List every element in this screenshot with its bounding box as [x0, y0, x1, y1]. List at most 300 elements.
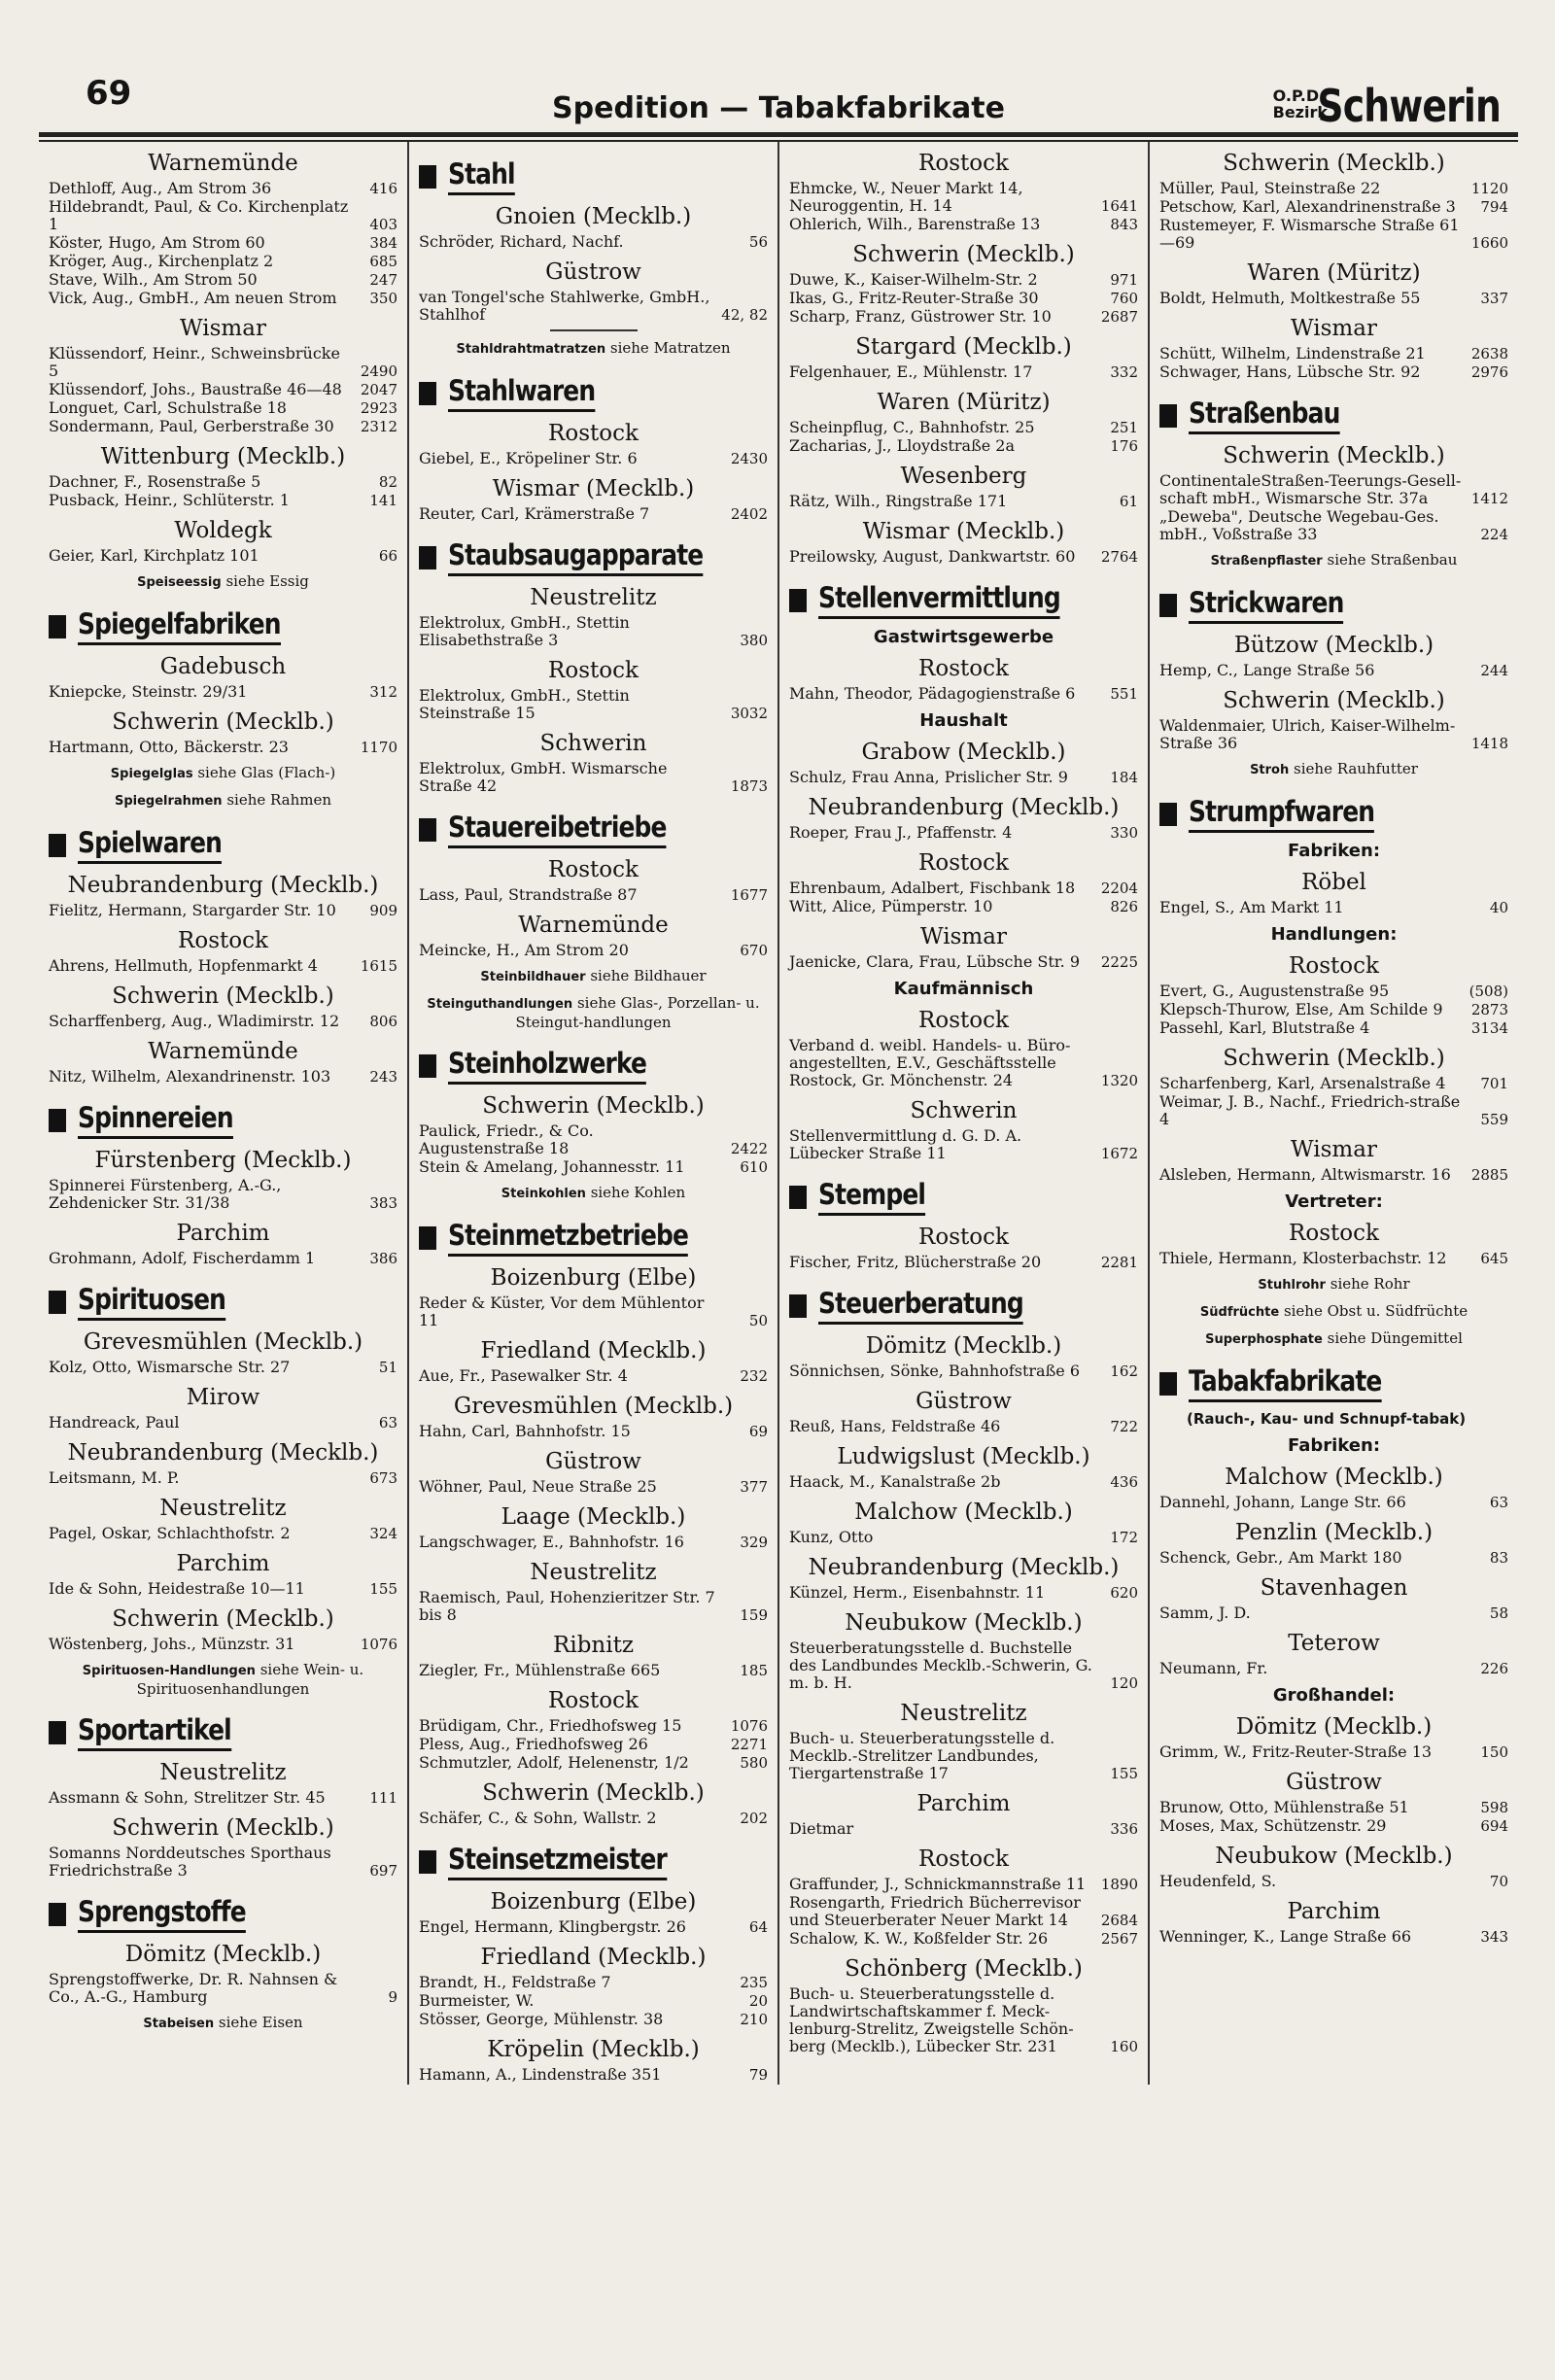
- category-label: Stempel: [818, 1178, 925, 1216]
- directory-entry: [789, 1473, 1138, 1491]
- directory-entry: [1159, 1075, 1508, 1092]
- entry-name: Geier, Karl, Kirchplatz 101: [49, 546, 259, 565]
- phone-number: 1320: [1100, 1072, 1138, 1089]
- directory-entry: [419, 1367, 768, 1385]
- place-heading: Warnemünde: [148, 1039, 298, 1064]
- directory-entry: [419, 614, 768, 649]
- phone-number: 66: [378, 547, 397, 565]
- directory-entry: [789, 548, 1138, 566]
- entry-name: Evert, G., Augustenstraße 95: [1159, 982, 1390, 1000]
- phone-number: 3032: [730, 705, 768, 722]
- cross-reference-target: siehe Matratzen: [609, 339, 731, 357]
- entry-name: Reuß, Hans, Feldstraße 46: [789, 1417, 1001, 1435]
- place-heading: Güstrow: [1286, 1770, 1382, 1795]
- directory-entry: [789, 1418, 1138, 1435]
- entry-name: Samm, J. D.: [1159, 1604, 1251, 1622]
- place-heading: Neubrandenburg (Mecklb.): [67, 1440, 379, 1466]
- place-heading: Neubrandenburg (Mecklb.): [67, 873, 379, 898]
- directory-entry: [789, 437, 1138, 455]
- entry-name: Scharfenberg, Karl, Arsenalstraße 4: [1159, 1074, 1446, 1092]
- category-label: Spiegelfabriken: [78, 607, 281, 645]
- entry-name: Ikas, G., Fritz-Reuter-Straße 30: [789, 289, 1039, 307]
- place-heading: Rostock: [178, 928, 268, 953]
- directory-entry: [49, 1636, 397, 1653]
- phone-number: 377: [740, 1478, 768, 1496]
- place-heading: Boizenburg (Elbe): [490, 1889, 697, 1914]
- cross-reference-target: siehe Düngemittel: [1327, 1329, 1463, 1347]
- phone-number: 155: [1110, 1765, 1138, 1782]
- phone-number: 160: [1110, 2038, 1138, 2055]
- directory-entry: [1159, 1799, 1508, 1816]
- category-heading: [419, 811, 768, 848]
- entry-name: Roeper, Frau J., Pfaffenstr. 4: [789, 823, 1013, 842]
- entry-name: Ehmcke, W., Neuer Markt 14, Neuroggentin, H. 14: [789, 179, 1023, 215]
- phone-number: 2422: [730, 1140, 768, 1157]
- phone-number: 416: [369, 180, 397, 197]
- cross-reference: [1159, 1329, 1508, 1349]
- phone-number: 141: [369, 492, 397, 509]
- entry-name: Pless, Aug., Friedhofsweg 26: [419, 1735, 648, 1753]
- category-bullet-icon: [1159, 803, 1177, 826]
- cross-reference: [1159, 1302, 1508, 1322]
- directory-entry: [1159, 1001, 1508, 1018]
- directory-entry: [789, 769, 1138, 786]
- entry-name: ContinentaleStraßen-Teerungs-Gesell-schaft mbH., Wismarsche Str. 37a: [1159, 471, 1462, 507]
- category-label: Steinholzwerke: [448, 1047, 646, 1085]
- directory-entry: [789, 1894, 1138, 1929]
- entry-name: Ahrens, Hellmuth, Hopfenmarkt 4: [49, 956, 318, 975]
- phone-number: 2490: [360, 362, 397, 380]
- entry-name: Scharffenberg, Aug., Wladimirstr. 12: [49, 1012, 340, 1030]
- directory-entry: [49, 492, 397, 509]
- directory-entry: [789, 880, 1138, 897]
- entry-name: Leitsmann, M. P.: [49, 1468, 180, 1487]
- district-label-line1: O.P.D.: [1272, 86, 1326, 105]
- page-number: 69: [86, 74, 132, 113]
- entry-name: Duwe, K., Kaiser-Wilhelm-Str. 2: [789, 270, 1038, 289]
- entry-name: Kröger, Aug., Kirchenplatz 2: [49, 252, 274, 270]
- place-heading: Neustrelitz: [159, 1496, 287, 1521]
- place-heading: Wismar: [920, 924, 1007, 949]
- directory-entry: [1159, 198, 1508, 216]
- place-heading: Ludwigslust (Mecklb.): [837, 1444, 1090, 1469]
- entry-name: Brüdigam, Chr., Friedhofsweg 15: [419, 1716, 682, 1735]
- place-heading: Rostock: [918, 1224, 1009, 1250]
- directory-entry: [1159, 1928, 1508, 1946]
- cross-reference-term: Stahldrahtmatratzen: [456, 342, 606, 357]
- directory-entry: [1159, 1093, 1508, 1128]
- directory-entry: [49, 1469, 397, 1487]
- directory-entry: [1159, 1166, 1508, 1184]
- place-heading: Rostock: [918, 151, 1009, 176]
- place-heading: Friedland (Mecklb.): [480, 1945, 707, 1970]
- place-heading: Boizenburg (Elbe): [490, 1265, 697, 1291]
- column-2: [407, 142, 778, 2085]
- category-heading: [419, 374, 768, 412]
- phone-number: 559: [1480, 1111, 1508, 1128]
- place-heading: Röbel: [1301, 870, 1366, 895]
- entry-name: Mahn, Theodor, Pädagogienstraße 6: [789, 684, 1076, 703]
- directory-entry: [49, 271, 397, 289]
- phone-number: 380: [740, 632, 768, 649]
- directory-entry: [49, 1789, 397, 1807]
- place-heading: Rostock: [918, 656, 1009, 681]
- directory-entry: [49, 1414, 397, 1431]
- place-heading: Malchow (Mecklb.): [1225, 1465, 1443, 1490]
- entry-name: Longuet, Carl, Schulstraße 18: [49, 398, 287, 417]
- directory-entry: [789, 216, 1138, 233]
- entry-name: Brunow, Otto, Mühlenstraße 51: [1159, 1798, 1409, 1816]
- phone-number: 244: [1480, 662, 1508, 679]
- phone-number: 1890: [1100, 1876, 1138, 1893]
- phone-number: 2430: [730, 450, 768, 467]
- entry-name: Schalow, K. W., Koßfelder Str. 26: [789, 1929, 1049, 1948]
- phone-number: 40: [1489, 899, 1508, 916]
- cross-reference-term: Speiseessig: [137, 575, 222, 590]
- place-heading: Teterow: [1288, 1631, 1380, 1656]
- phone-number: 176: [1110, 437, 1138, 455]
- phone-number: 69: [748, 1423, 768, 1440]
- cross-reference-term: Spiegelglas: [110, 767, 193, 781]
- cross-reference-target: siehe Glas (Flach-): [197, 764, 336, 781]
- phone-number: 551: [1110, 685, 1138, 703]
- directory-entry: [419, 1158, 768, 1176]
- directory-entry: [49, 399, 397, 417]
- directory-entry: [789, 419, 1138, 436]
- entry-name: Neumann, Fr.: [1159, 1659, 1268, 1677]
- phone-number: 58: [1489, 1604, 1508, 1622]
- directory-entry: [1159, 180, 1508, 197]
- phone-number: 63: [1489, 1494, 1508, 1511]
- place-heading: Mirow: [186, 1385, 260, 1410]
- directory-entry: [419, 1662, 768, 1679]
- directory-entry: [49, 1177, 397, 1212]
- category-heading: [49, 1713, 397, 1751]
- phone-number: 63: [378, 1414, 397, 1431]
- entry-name: Hartmann, Otto, Bäckerstr. 23: [49, 738, 289, 756]
- cross-reference-term: Stabeisen: [143, 2017, 215, 2031]
- place-heading: Parchim: [176, 1551, 270, 1576]
- directory-entry: [49, 1068, 397, 1086]
- cross-reference-target: siehe Bildhauer: [590, 967, 707, 984]
- phone-number: 2225: [1100, 953, 1138, 971]
- directory-entry: [49, 1971, 397, 2006]
- directory-entry: [1159, 662, 1508, 679]
- entry-name: Engel, S., Am Markt 11: [1159, 898, 1344, 916]
- category-label: Spielwaren: [78, 826, 222, 864]
- phone-number: 120: [1110, 1674, 1138, 1692]
- place-heading: Schwerin (Mecklb.): [112, 1815, 334, 1841]
- category-bullet-icon: [1159, 594, 1177, 617]
- category-heading: [419, 1047, 768, 1085]
- entry-name: Ehrenbaum, Adalbert, Fischbank 18: [789, 879, 1076, 897]
- phone-number: 343: [1480, 1928, 1508, 1946]
- subcategory-heading: Kaufmännisch: [893, 979, 1034, 999]
- entry-name: Dachner, F., Rosenstraße 5: [49, 472, 261, 491]
- directory-entry: [789, 1985, 1138, 2055]
- directory-entry: [789, 1529, 1138, 1546]
- directory-entry: [49, 198, 397, 233]
- directory-entry: [789, 1730, 1138, 1782]
- phone-number: 2764: [1100, 548, 1138, 566]
- entry-name: Dietmar: [789, 1819, 854, 1838]
- category-label: Straßenbau: [1189, 397, 1339, 434]
- phone-number: 1615: [360, 957, 397, 975]
- directory-entry: [789, 1584, 1138, 1602]
- place-heading: Rostock: [548, 658, 639, 683]
- phone-number: 329: [740, 1534, 768, 1551]
- entry-name: Hamann, A., Lindenstraße 351: [419, 2065, 662, 2084]
- phone-number: 1677: [730, 886, 768, 904]
- directory-entry: [789, 953, 1138, 971]
- entry-name: Felgenhauer, E., Mühlenstr. 17: [789, 362, 1033, 381]
- phone-number: 42, 82: [721, 306, 768, 324]
- directory-entry: [49, 345, 397, 380]
- cross-reference-target: siehe Essig: [225, 572, 309, 590]
- entry-name: Wöstenberg, Johs., Münzstr. 31: [49, 1635, 295, 1653]
- place-heading: Rostock: [918, 1008, 1009, 1033]
- phone-number: 61: [1119, 493, 1138, 510]
- cross-reference-term: Stroh: [1250, 763, 1290, 777]
- cross-reference-term: Steinguthandlungen: [427, 997, 573, 1012]
- phone-number: 598: [1480, 1799, 1508, 1816]
- category-heading: [789, 581, 1138, 619]
- phone-number: 82: [378, 473, 397, 491]
- phone-number: 1076: [360, 1636, 397, 1653]
- subcategory-heading: Vertreter:: [1285, 1191, 1383, 1212]
- category-heading: [1159, 397, 1508, 434]
- entry-name: Petschow, Karl, Alexandrinenstraße 3: [1159, 197, 1456, 216]
- column-1: [39, 142, 407, 2085]
- entry-name: Zacharias, J., Lloydstraße 2a: [789, 436, 1016, 455]
- place-heading: Neustrelitz: [530, 585, 657, 610]
- directory-entry: [49, 902, 397, 919]
- entry-name: Schütt, Wilhelm, Lindenstraße 21: [1159, 344, 1426, 362]
- phone-number: 2923: [360, 399, 397, 417]
- entry-name: Schwager, Hans, Lübsche Str. 92: [1159, 362, 1421, 381]
- entry-name: Sönnichsen, Sönke, Bahnhofstraße 6: [789, 1362, 1080, 1380]
- place-heading: Schwerin (Mecklb.): [852, 242, 1075, 267]
- entry-name: Künzel, Herm., Eisenbahnstr. 11: [789, 1583, 1046, 1602]
- place-heading: Neubukow (Mecklb.): [1215, 1844, 1453, 1869]
- phone-number: 226: [1480, 1660, 1508, 1677]
- directory-entry: [1159, 983, 1508, 1000]
- place-heading: Dömitz (Mecklb.): [1235, 1714, 1433, 1740]
- place-heading: Warnemünde: [518, 913, 669, 938]
- entry-name: Rosengarth, Friedrich Bücherrevisor und Steuerberater Neuer Markt 14: [789, 1893, 1081, 1929]
- column-3: [778, 142, 1148, 2085]
- entry-name: Grimm, W., Fritz-Reuter-Straße 13: [1159, 1742, 1433, 1761]
- phone-number: 332: [1110, 363, 1138, 381]
- directory-entry: [789, 493, 1138, 510]
- phone-number: 235: [740, 1974, 768, 1991]
- directory-entry: [1159, 345, 1508, 362]
- directory-entry: [1159, 1743, 1508, 1761]
- entry-name: Elektrolux, GmbH., Stettin Steinstraße 15: [419, 686, 630, 722]
- place-heading: Neubrandenburg (Mecklb.): [808, 795, 1120, 820]
- cross-reference: [419, 1184, 768, 1203]
- phone-number: 843: [1110, 216, 1138, 233]
- directory-entry: [49, 739, 397, 756]
- place-heading: Güstrow: [545, 1449, 641, 1474]
- directory-entry: [789, 1639, 1138, 1692]
- cross-reference: [49, 1661, 397, 1698]
- category-label: Stellenvermittlung: [818, 581, 1060, 619]
- phone-number: 172: [1110, 1529, 1138, 1546]
- place-heading: Dömitz (Mecklb.): [124, 1942, 322, 1967]
- entry-name: „Deweba", Deutsche Wegebau-Ges. mbH., Voßstraße 33: [1159, 507, 1439, 543]
- subcategory-heading: Fabriken:: [1287, 1435, 1381, 1456]
- directory-entry: [789, 271, 1138, 289]
- category-label: Strickwaren: [1189, 586, 1343, 624]
- phone-number: 20: [748, 1992, 768, 2010]
- directory-entry: [419, 233, 768, 251]
- phone-number: 1120: [1470, 180, 1508, 197]
- directory-entry: [1159, 472, 1508, 507]
- phone-number: 324: [369, 1525, 397, 1542]
- directory-entry: [789, 685, 1138, 703]
- directory-entry: [1159, 508, 1508, 543]
- place-heading: Schwerin (Mecklb.): [482, 1093, 705, 1119]
- entry-name: Schmutzler, Adolf, Helenenstr, 1/2: [419, 1753, 689, 1772]
- entry-name: Wöhner, Paul, Neue Straße 25: [419, 1477, 657, 1496]
- category-bullet-icon: [49, 615, 66, 638]
- place-heading: Parchim: [176, 1221, 270, 1246]
- category-heading: [789, 1287, 1138, 1325]
- entry-name: Schäfer, C., & Sohn, Wallstr. 2: [419, 1809, 657, 1827]
- directory-entry: [49, 381, 397, 398]
- cross-reference-term: Spirituosen-Handlungen: [82, 1664, 256, 1678]
- entry-name: Thiele, Hermann, Klosterbachstr. 12: [1159, 1249, 1447, 1267]
- category-bullet-icon: [419, 382, 436, 405]
- phone-number: 673: [369, 1469, 397, 1487]
- district-city: Schwerin: [1317, 80, 1501, 132]
- category-label: Spirituosen: [78, 1283, 225, 1321]
- entry-name: Köster, Hugo, Am Strom 60: [49, 233, 265, 252]
- directory-entry: [789, 1820, 1138, 1838]
- category-heading: [49, 1895, 397, 1933]
- directory-entry: [1159, 1549, 1508, 1567]
- category-bullet-icon: [419, 1054, 436, 1078]
- column-4: [1148, 142, 1518, 2085]
- phone-number: 251: [1110, 419, 1138, 436]
- directory-entry: [419, 1717, 768, 1735]
- entry-name: Rätz, Wilh., Ringstraße 171: [789, 492, 1008, 510]
- directory-entry: [419, 1992, 768, 2010]
- directory-entry: [789, 1127, 1138, 1162]
- directory-entry: [49, 957, 397, 975]
- category-bullet-icon: [419, 1226, 436, 1250]
- directory-entry: [789, 363, 1138, 381]
- directory-entry: [789, 1037, 1138, 1089]
- entry-name: Boldt, Helmuth, Moltkestraße 55: [1159, 289, 1421, 307]
- category-heading: [419, 538, 768, 576]
- phone-number: 383: [369, 1194, 397, 1212]
- directory-entry: [1159, 1817, 1508, 1835]
- phone-number: 312: [369, 683, 397, 701]
- entry-name: Fischer, Fritz, Blücherstraße 20: [789, 1253, 1042, 1271]
- place-heading: Dömitz (Mecklb.): [865, 1333, 1062, 1359]
- category-label: Stahl: [448, 157, 515, 195]
- category-label: Steinmetzbetriebe: [448, 1219, 688, 1257]
- category-heading: [49, 607, 397, 645]
- directory-entry: [1159, 717, 1508, 752]
- entry-name: Verband d. weibl. Handels- u. Büro-angestellten, E.V., Geschäftsstelle Rostock, Gr. Mönchenstr. 24: [789, 1036, 1071, 1089]
- category-bullet-icon: [49, 1291, 66, 1314]
- entry-name: Jaenicke, Clara, Frau, Lübsche Str. 9: [789, 952, 1080, 971]
- cross-reference-target: siehe Rahmen: [226, 791, 332, 809]
- directory-entry: [419, 1754, 768, 1772]
- entry-name: Schulz, Frau Anna, Prislicher Str. 9: [789, 768, 1068, 786]
- entry-name: Preilowsky, August, Dankwartstr. 60: [789, 547, 1076, 566]
- phone-number: 232: [740, 1367, 768, 1385]
- entry-name: Engel, Hermann, Klingbergstr. 26: [419, 1917, 686, 1936]
- category-bullet-icon: [789, 589, 807, 612]
- phone-number: 9: [388, 1988, 397, 2006]
- phone-number: 56: [748, 233, 768, 251]
- place-heading: Schwerin (Mecklb.): [1223, 151, 1445, 176]
- entry-name: Fielitz, Hermann, Stargarder Str. 10: [49, 901, 336, 919]
- phone-number: 185: [740, 1662, 768, 1679]
- place-heading: Rostock: [918, 1846, 1009, 1872]
- place-heading: Penzlin (Mecklb.): [1234, 1520, 1434, 1545]
- directory-entry: [1159, 217, 1508, 252]
- category-heading: [789, 1178, 1138, 1216]
- cross-reference-term: Steinkohlen: [501, 1187, 586, 1201]
- directory-entry: [49, 1845, 397, 1880]
- category-label: Strumpfwaren: [1189, 795, 1374, 833]
- entry-name: Buch- u. Steuerberatungsstelle d. Landwirtschaftskammer f. Meck-lenburg-Strelitz, Zweigstelle Schön-berg (Mecklb.), Lübecker Str. 231: [789, 1984, 1074, 2055]
- phone-number: 685: [369, 253, 397, 270]
- entry-name: Elektrolux, GmbH. Wismarsche Straße 42: [419, 759, 668, 795]
- place-heading: Ribnitz: [553, 1633, 634, 1658]
- entry-name: Kunz, Otto: [789, 1528, 874, 1546]
- cross-reference: [49, 2014, 397, 2033]
- phone-number: 794: [1480, 198, 1508, 216]
- header-rule: [39, 132, 1518, 142]
- directory-entry: [789, 1362, 1138, 1380]
- phone-number: 210: [740, 2011, 768, 2028]
- cross-reference-target: siehe Eisen: [218, 2014, 303, 2031]
- place-heading: Wismar (Mecklb.): [862, 519, 1065, 544]
- place-heading: Rostock: [918, 850, 1009, 876]
- phone-number: 330: [1110, 824, 1138, 842]
- phone-number: 670: [740, 942, 768, 959]
- directory-entry: [419, 1534, 768, 1551]
- cross-reference: [49, 572, 397, 592]
- entry-name: Rustemeyer, F. Wismarsche Straße 61—69: [1159, 216, 1460, 252]
- category-heading: [1159, 1364, 1508, 1402]
- phone-number: 1170: [360, 739, 397, 756]
- phone-number: 1660: [1470, 234, 1508, 252]
- category-bullet-icon: [419, 818, 436, 842]
- phone-number: 2873: [1470, 1001, 1508, 1018]
- entry-name: Lass, Paul, Strandstraße 87: [419, 885, 638, 904]
- directory-entry: [1159, 1604, 1508, 1622]
- phone-number: 694: [1480, 1817, 1508, 1835]
- place-heading: Rostock: [1289, 1221, 1379, 1246]
- place-heading: Grevesmühlen (Mecklb.): [453, 1394, 734, 1419]
- place-heading: Laage (Mecklb.): [501, 1504, 686, 1530]
- entry-name: Ziegler, Fr., Mühlenstraße 665: [419, 1661, 661, 1679]
- cross-reference-term: Straßenpflaster: [1210, 554, 1323, 569]
- directory-entry: [419, 760, 768, 795]
- entry-name: Grohmann, Adolf, Fischerdamm 1: [49, 1249, 316, 1267]
- place-heading: Kröpelin (Mecklb.): [487, 2037, 700, 2062]
- category-label: Steinsetzmeister: [448, 1843, 667, 1880]
- entry-name: Klüssendorf, Heinr., Schweinsbrücke 5: [49, 344, 340, 380]
- directory-entry: [419, 289, 768, 324]
